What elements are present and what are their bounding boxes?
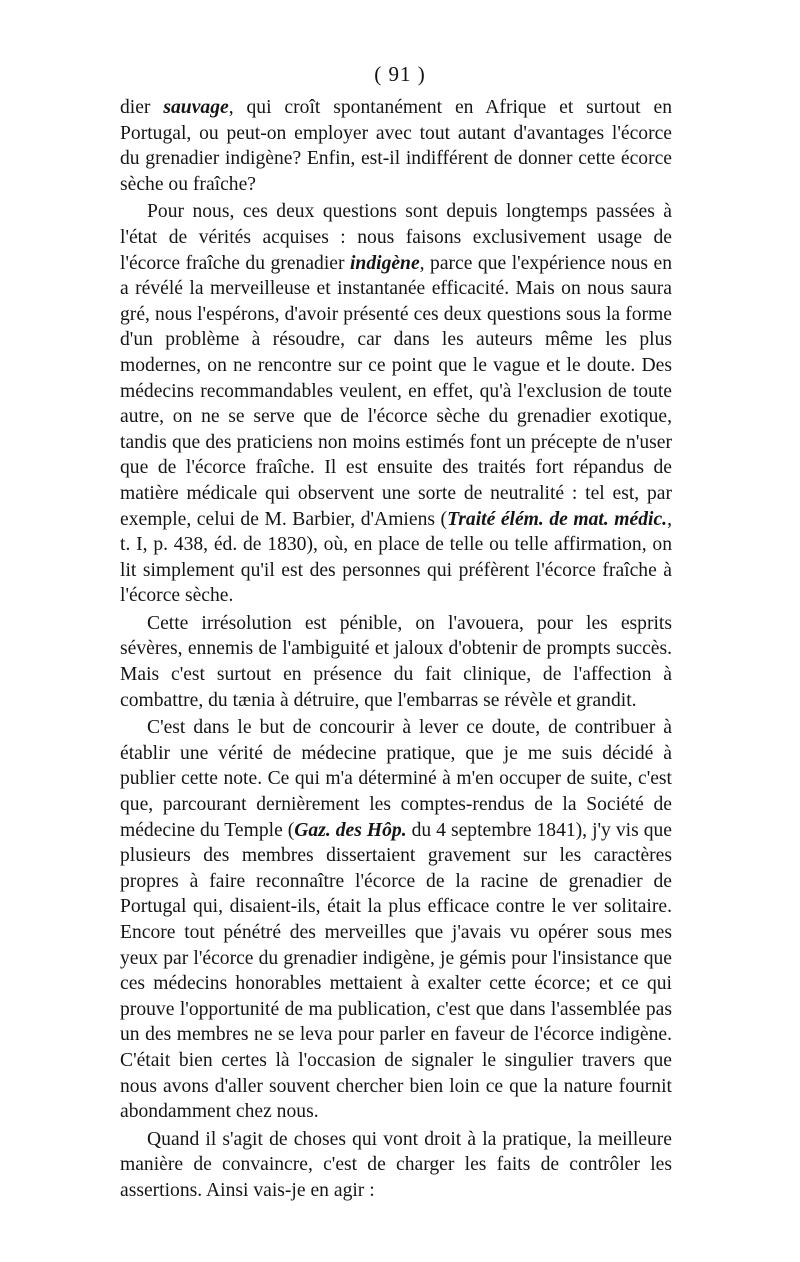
paragraph	[120, 715, 672, 1125]
text-run: , qui croît spontanément en Afrique et surtout en Portugal, ou peut-on employer avec tout autant d'avantages l'écorce du grenadier indigène? Enfin, est-il indifférent de donner cette écorce sèche ou fraîche?	[120, 97, 672, 195]
text-run: , t. I, p. 438, éd. de 1830), où, en place de telle ou telle affirmation, on lit simplement qu'il est des personnes qui préfèrent l'écorce fraîche à l'écorce sèche.	[120, 508, 672, 607]
emphasized-text: sauvage	[163, 97, 229, 118]
body-text	[120, 95, 672, 1204]
emphasized-text: indigène	[349, 252, 420, 274]
text-run: , parce que l'expérience nous en a révélé la merveilleuse et instantanée efficacité. Mais on nous saura gré, nous l'espérons, d'avoir présenté ces deux questions sous la forme d'un problème à résoudre, car dans les auteurs même les plus modernes, on ne rencontre sur ce point que le vague et le doute. Des médecins recommandables veulent, en effet, qu'à l'exclusion de toute autre, on ne se serve que de l'écorce sèche du grenadier exotique, tandis que des praticiens non moins estimés font un précepte de n'user que de l'écorce fraîche. Il est ensuite des traités fort répandus de matière médicale qui observent une sorte de neutralité : tel est, par exemple, celui de M. Barbier, d'Amiens (	[120, 252, 673, 530]
text-run: C'est dans le but de concourir à lever ce doute, de contribuer à établir une vérité de médecine pratique, que je me suis décidé à publier cette note. Ce qui m'a déterminé à m'en occuper de suite, c'est que, parcourant dernièrement les comptes-rendus de la Société de médecine du Temple (	[120, 717, 672, 841]
paragraph	[120, 95, 672, 197]
emphasized-text: Traité élém. de mat. médic.	[447, 508, 668, 530]
paragraph	[120, 1127, 672, 1204]
text-run: Quand il s'agit de choses qui vont droit à la pratique, la meilleure manière de convaincre, c'est de charger les faits de contrôler les assertions. Ainsi vais-je en agir :	[120, 1128, 672, 1201]
text-run: Pour nous, ces deux questions sont depuis longtemps passées à l'état de vérités acquises : nous faisons exclusivement usage de l'écorce fraîche du grenadier	[120, 201, 672, 274]
emphasized-text: Gaz. des Hôp.	[294, 819, 407, 841]
paragraph	[120, 611, 672, 713]
text-run: du 4 septembre 1841), j'y vis que plusieurs des membres dissertaient gravement sur les caractères propres à faire reconnaître l'écorce de la racine de grenadier de Portugal qui, disaient-ils, était la plus efficace contre le ver solitaire. Encore tout pénétré des merveilles que j'avais vu opérer sous mes yeux par l'écorce du grenadier indigène, je gémis pour l'insistance que ces médecins honorables mettaient à exalter cette écorce; et ce qui prouve l'opportunité de ma publication, c'est que dans l'assemblée pas un des membres ne se leva pour parler en faveur de l'écorce indigène. C'était bien certes là l'occasion de signaler le singulier travers que nous avons d'aller souvent chercher bien loin ce que la nature fournit abondamment chez nous.	[120, 819, 672, 1123]
text-run: Cette irrésolution est pénible, on l'avouera, pour les esprits sévères, ennemis de l'ambiguité et jaloux d'obtenir de prompts succès. Mais c'est surtout en présence du fait clinique, de l'affection à combattre, du tænia à détruire, que l'embarras se révèle et grandit.	[120, 612, 672, 711]
paragraph	[120, 199, 672, 609]
page-number: ( 91 )	[374, 62, 426, 86]
text-run: dier	[120, 97, 164, 118]
